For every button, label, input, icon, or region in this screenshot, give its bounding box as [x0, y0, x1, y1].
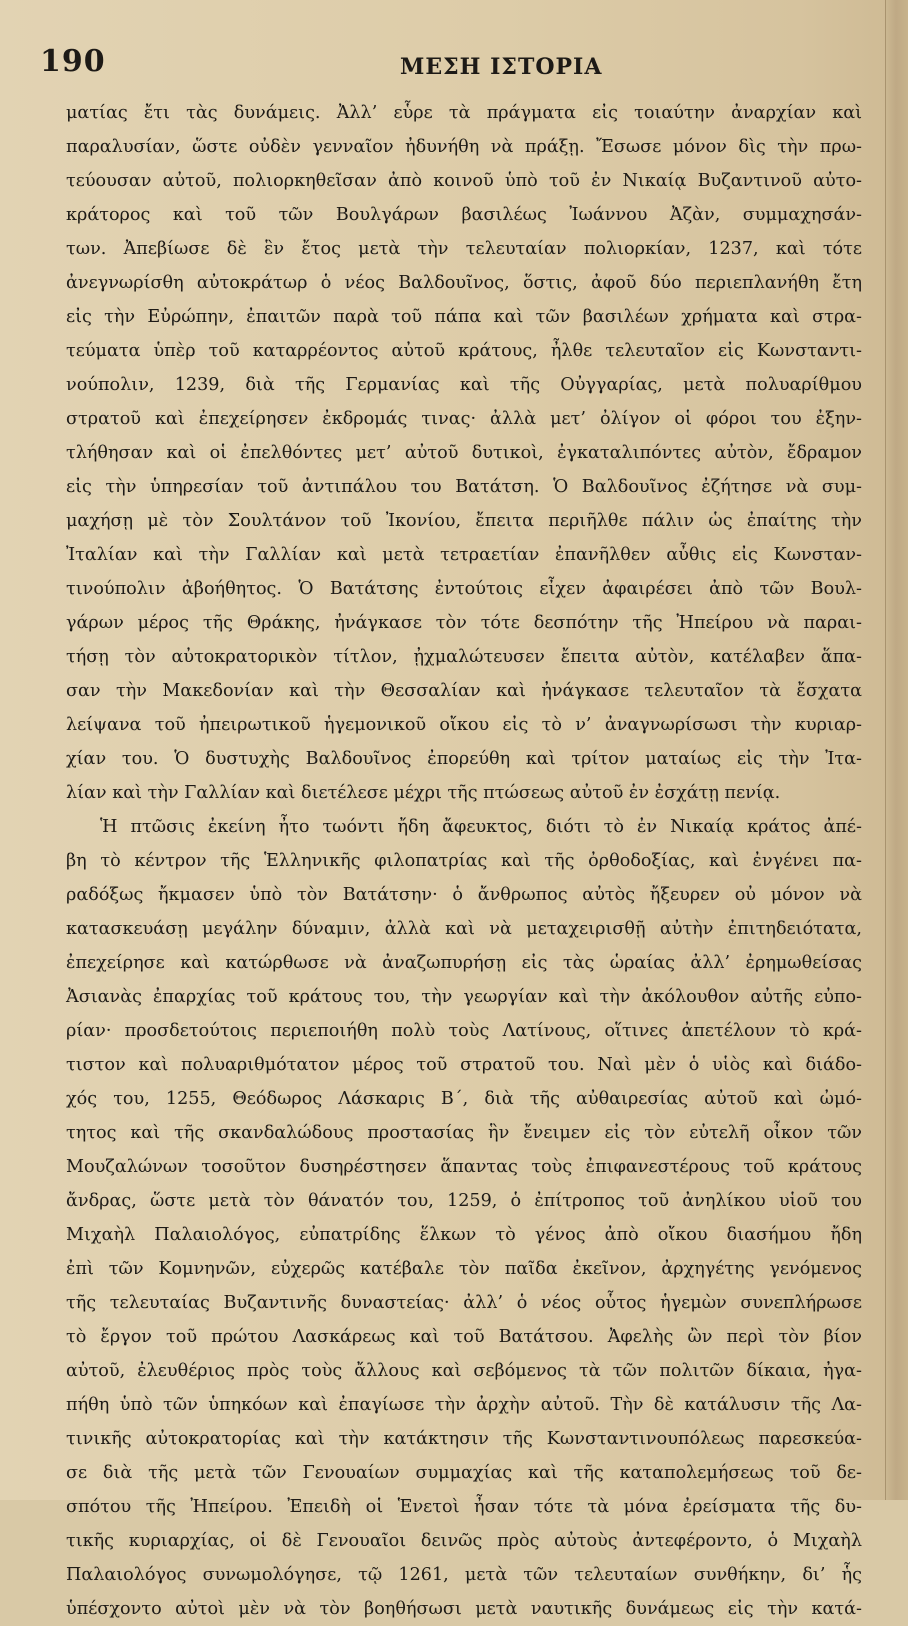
- text-line: σαν τὴν Μακεδονίαν καὶ τὴν Θεσσαλίαν καὶ ἠνάγκασε τελευταῖον τὰ ἔσχατα: [66, 681, 862, 701]
- text-line: ἄνδρας, ὥστε μετὰ τὸν θάνατόν του, 1259, ὁ ἐπίτροπος τοῦ ἀνηλίκου υἱοῦ του: [66, 1191, 862, 1211]
- text-line: ἐπὶ τῶν Κομνηνῶν, εὐχερῶς κατέβαλε τὸν παῖδα ἐκεῖνον, ἀρχηγέτης γενόμενος: [66, 1259, 862, 1279]
- text-line: στρατοῦ καὶ ἐπεχείρησεν ἐκδρομάς τινας· ἀλλὰ μετ’ ὀλίγον οἱ φόροι του ἐξην-: [66, 409, 862, 429]
- text-line: ραδόξως ἤκμασεν ὑπὸ τὸν Βατάτσην· ὁ ἄνθρωπος αὐτὸς ἤξευρεν οὐ μόνον νὰ: [66, 885, 862, 905]
- text-line: ὑπέσχοντο αὐτοὶ μὲν νὰ τὸν βοηθήσωσι μετὰ ναυτικῆς δυνάμεως εἰς τὴν κατά-: [66, 1599, 862, 1619]
- text-line: τιστον καὶ πολυαριθμότατον μέρος τοῦ στρατοῦ του. Ναὶ μὲν ὁ υἱὸς καὶ διάδο-: [66, 1055, 862, 1075]
- text-line: τινικῆς αὐτοκρατορίας καὶ τὴν κατάκτησιν τῆς Κωνσταντινουπόλεως παρεσκεύα-: [66, 1429, 862, 1449]
- text-line: χίαν του. Ὁ δυστυχὴς Βαλδουῖνος ἐπορεύθη καὶ τρίτον ματαίως εἰς τὴν Ἰτα-: [66, 749, 862, 769]
- text-line: μαχήσῃ μὲ τὸν Σουλτάνον τοῦ Ἰκονίου, ἔπειτα περιῆλθε πάλιν ὡς ἐπαίτης τὴν: [66, 511, 862, 531]
- text-line: τήσῃ τὸν αὐτοκρατορικὸν τίτλον, ᾐχμαλώτευσεν ἔπειτα αὐτὸν, κατέλαβεν ἅπα-: [66, 647, 862, 667]
- text-line: αὐτοῦ, ἐλευθέριος πρὸς τοὺς ἄλλους καὶ σεβόμενος τὰ τῶν πολιτῶν δίκαια, ἠγα-: [66, 1361, 862, 1381]
- text-line: παραλυσίαν, ὥστε οὐδὲν γενναῖον ἠδυνήθη νὰ πράξῃ. Ἔσωσε μόνον δὶς τὴν πρω-: [66, 137, 862, 157]
- text-line: των. Ἀπεβίωσε δὲ ἓν ἔτος μετὰ τὴν τελευταίαν πολιορκίαν, 1237, καὶ τότε: [66, 239, 862, 259]
- text-line: τικῆς κυριαρχίας, οἱ δὲ Γενουαῖοι δεινῶς πρὸς αὐτοὺς ἀντεφέροντο, ὁ Μιχαὴλ: [66, 1531, 862, 1551]
- text-line: κράτορος καὶ τοῦ τῶν Βουλγάρων βασιλέως Ἰωάννου Ἀζὰν, συμμαχησάν-: [66, 205, 862, 225]
- text-line: τὸ ἔργον τοῦ πρώτου Λασκάρεως καὶ τοῦ Βατάτσου. Ἀφελὴς ὢν περὶ τὸν βίον: [66, 1327, 862, 1347]
- text-line: βη τὸ κέντρον τῆς Ἑλληνικῆς φιλοπατρίας καὶ τῆς ὀρθοδοξίας, καὶ ἐνγένει πα-: [66, 851, 862, 871]
- text-line: νούπολιν, 1239, διὰ τῆς Γερμανίας καὶ τῆς Οὐγγαρίας, μετὰ πολυαρίθμου: [66, 375, 862, 395]
- text-line: χός του, 1255, Θεόδωρος Λάσκαρις Β΄, διὰ τῆς αὐθαιρεσίας αὐτοῦ καὶ ὠμό-: [66, 1089, 862, 1109]
- paragraph-first-line: Ἡ πτῶσις ἐκείνη ἦτο τωόντι ἤδη ἄφευκτος, διότι τὸ ἐν Νικαίᾳ κράτος ἀπέ-: [100, 817, 862, 837]
- text-line: τινούπολιν ἀβοήθητος. Ὁ Βατάτσης ἐντούτοις εἶχεν ἀφαιρέσει ἀπὸ τῶν Βουλ-: [66, 579, 862, 599]
- text-line: Μιχαὴλ Παλαιολόγος, εὐπατρίδης ἕλκων τὸ γένος ἀπὸ οἴκου διασήμου ἤδη: [66, 1225, 862, 1245]
- text-line: τεύματα ὑπὲρ τοῦ καταρρέοντος αὐτοῦ κράτους, ἦλθε τελευταῖον εἰς Κωνσταντι-: [66, 341, 862, 361]
- text-line: πήθη ὑπὸ τῶν ὑπηκόων καὶ ἐπαγίωσε τὴν ἀρχὴν αὐτοῦ. Τὴν δὲ κατάλυσιν τῆς Λα-: [66, 1395, 862, 1415]
- text-line: Ἀσιανὰς ἐπαρχίας τοῦ κράτους του, τὴν γεωργίαν καὶ τὴν ἀκόλουθον αὐτῆς εὐπο-: [66, 987, 862, 1007]
- page-edge: [885, 0, 908, 1500]
- text-line: σε διὰ τῆς μετὰ τῶν Γενουαίων συμμαχίας καὶ τῆς καταπολεμήσεως τοῦ δε-: [66, 1463, 862, 1483]
- text-line: Ἰταλίαν καὶ τὴν Γαλλίαν καὶ μετὰ τετραετίαν ἐπανῆλθεν αὖθις εἰς Κωνσταν-: [66, 545, 862, 565]
- text-line: ματίας ἔτι τὰς δυνάμεις. Ἀλλ’ εὗρε τὰ πράγματα εἰς τοιαύτην ἀναρχίαν καὶ: [66, 103, 862, 123]
- page-header: [40, 44, 860, 84]
- page-number: 190: [40, 44, 106, 79]
- text-line: τητος καὶ τῆς σκανδαλώδους προστασίας ἣν ἔνειμεν εἰς τὸν εὐτελῆ οἶκον τῶν: [66, 1123, 862, 1143]
- text-line: λίαν καὶ τὴν Γαλλίαν καὶ διετέλεσε μέχρι τῆς πτώσεως αὐτοῦ ἐν ἐσχάτῃ πενίᾳ.: [66, 783, 781, 803]
- text-line: ἀνεγνωρίσθη αὐτοκράτωρ ὁ νέος Βαλδουῖνος, ὅστις, ἀφοῦ δύο περιεπλανήθη ἔτη: [66, 273, 862, 293]
- text-line: τεύουσαν αὐτοῦ, πολιορκηθεῖσαν ἀπὸ κοινοῦ ὑπὸ τοῦ ἐν Νικαίᾳ Βυζαντινοῦ αὐτο-: [66, 171, 862, 191]
- text-line: Μουζαλώνων τοσοῦτον δυσηρέστησεν ἅπαντας τοὺς ἐπιφανεστέρους τοῦ κράτους: [66, 1157, 862, 1177]
- text-line: ρίαν· προσδετούτοις περιεποιήθη πολὺ τοὺς Λατίνους, οἵτινες ἀπετέλουν τὸ κρά-: [66, 1021, 862, 1041]
- text-line: τῆς τελευταίας Βυζαντινῆς δυναστείας· ἀλλ’ ὁ νέος οὗτος ἡγεμὼν συνεπλήρωσε: [66, 1293, 862, 1313]
- text-line: κατασκευάσῃ μεγάλην δύναμιν, ἀλλὰ καὶ νὰ μεταχειρισθῇ αὐτὴν ἐπιτηδειότατα,: [66, 919, 862, 939]
- body-text: [66, 96, 862, 1626]
- text-line: γάρων μέρος τῆς Θράκης, ἠνάγκασε τὸν τότε δεσπότην τῆς Ἠπείρου νὰ παραι-: [66, 613, 862, 633]
- text-line: λείψανα τοῦ ἠπειρωτικοῦ ἡγεμονικοῦ οἴκου εἰς τὸ ν’ ἀναγνωρίσωσι τὴν κυριαρ-: [66, 715, 862, 735]
- running-title: ΜΕΣΗ ΙΣΤΟΡΙΑ: [400, 54, 603, 80]
- text-line: τλήθησαν καὶ οἱ ἐπελθόντες μετ’ αὐτοῦ δυτικοὶ, ἐγκαταλιπόντες αὐτὸν, ἔδραμον: [66, 443, 862, 463]
- text-line: σπότου τῆς Ἠπείρου. Ἐπειδὴ οἱ Ἑνετοὶ ἦσαν τότε τὰ μόνα ἐρείσματα τῆς δυ-: [66, 1497, 862, 1517]
- text-line: εἰς τὴν ὑπηρεσίαν τοῦ ἀντιπάλου του Βατάτση. Ὁ Βαλδουῖνος ἐζήτησε νὰ συμ-: [66, 477, 862, 497]
- text-line: Παλαιολόγος συνωμολόγησε, τῷ 1261, μετὰ τῶν τελευταίων συνθήκην, δι’ ἧς: [66, 1565, 862, 1585]
- text-line: ἐπεχείρησε καὶ κατώρθωσε νὰ ἀναζωπυρήσῃ εἰς τὰς ὡραίας ἀλλ’ ἐρημωθείσας: [66, 953, 862, 973]
- text-line: εἰς τὴν Εὐρώπην, ἐπαιτῶν παρὰ τοῦ πάπα καὶ τῶν βασιλέων χρήματα καὶ στρα-: [66, 307, 862, 327]
